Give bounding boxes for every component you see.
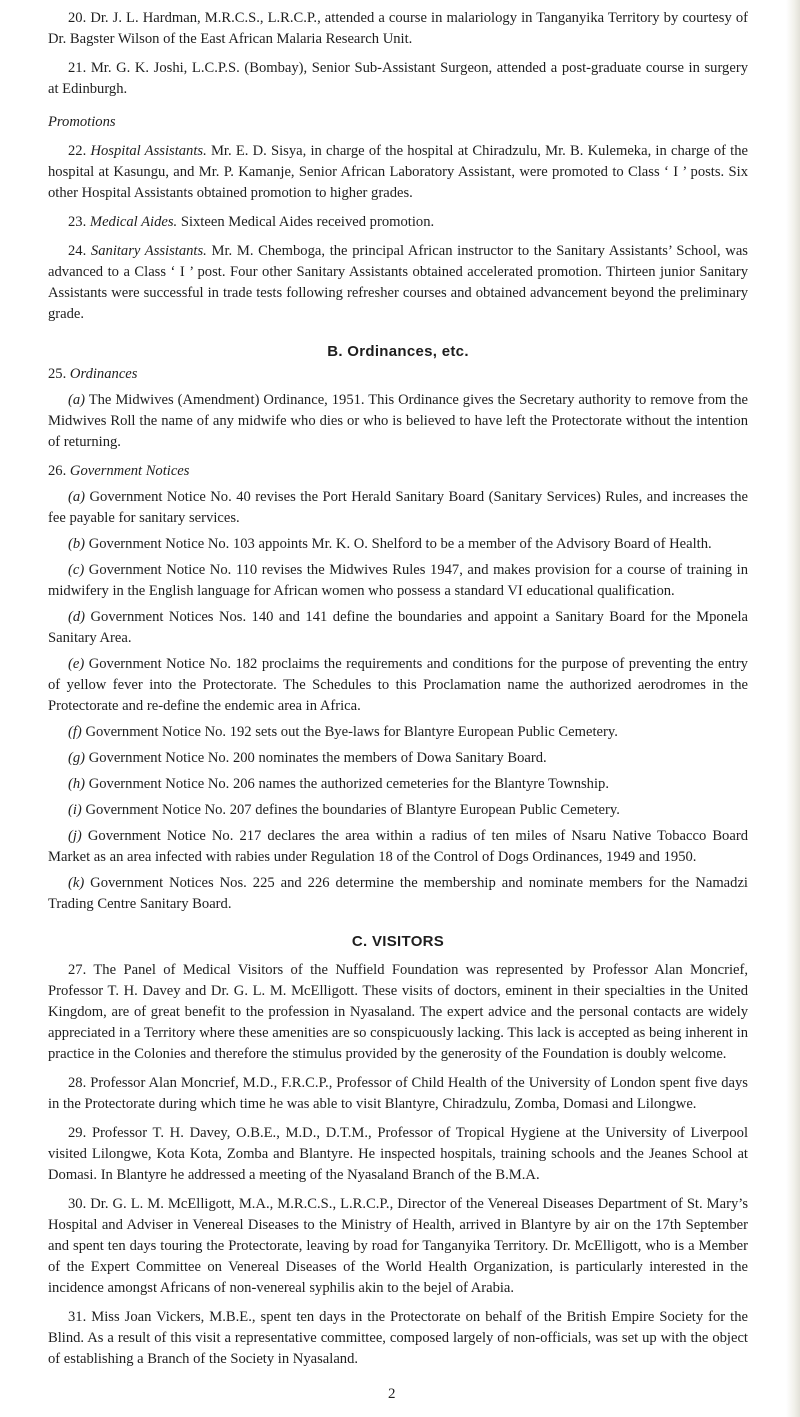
paragraph-28: 28. Professor Alan Moncrief, M.D., F.R.C.P., Professor of Child Health of the University of London spent five days in the Protectorate during which time he was able to visit Blantyre, Chiradzulu, Zomba, Domasi and Lilongwe. [48,1075,748,1112]
notice-text: Government Notice No. 192 sets out the Bye-laws for Blantyre European Public Cemetery. [85,724,618,740]
notice-letter: (e) [68,656,85,672]
notice-text: Government Notices Nos. 225 and 226 determine the membership and nominate members for the Namadzi Trading Centre Sanitary Board. [48,875,748,912]
notice-text: Government Notice No. 103 appoints Mr. K. O. Shelford to be a member of the Advisory Board of Health. [88,536,712,552]
notice-text: Government Notice No. 182 proclaims the requirements and conditions for the purpose of preventing the entry of yellow fever into the Protectorate. The Schedules to this Proclamation name the authorized aerodromes in the Protectorate and re-define the endemic area in Africa. [48,656,748,714]
paragraph-25-number: 25. [48,366,67,382]
paragraph-22-number: 22. [68,143,87,159]
paragraph-20: 20. Dr. J. L. Hardman, M.R.C.S., L.R.C.P., attended a course in malariology in Tanganyika Territory by courtesy of Dr. Bagster Wilson of the East African Malaria Research Unit. [48,10,748,47]
paragraph-24-number: 24. [68,243,87,259]
notice-item [48,774,748,795]
paragraph-26-heading [48,461,748,482]
paragraph-23-text: Sixteen Medical Aides received promotion. [180,214,435,230]
paragraph-27: 27. The Panel of Medical Visitors of the Nuffield Foundation was represented by Professor Alan Moncrief, Professor T. H. Davey and Dr. G. L. M. McElligott. These visits of doctors, eminent in their specialties in the United Kingdom, are of great benefit to the profession in Nyasaland. The expert advice and the personal contacts are widely appreciated in a Territory where these amenities are so conspicuously lacking. This lack is accepted as being inherent in practice in the Colonies and therefore the stimulus provided by the generosity of the Foundation is doubly welcome. [48,962,748,1062]
page-number: 2 [388,1386,396,1402]
notice-letter: (j) [68,828,82,844]
section-b-title: B. Ordinances, etc. [327,343,469,360]
paragraph-21: 21. Mr. G. K. Joshi, L.C.P.S. (Bombay), Senior Sub-Assistant Surgeon, attended a post-graduate course in surgery at Edinburgh. [48,60,748,97]
ordinance-item [48,390,748,453]
paragraph-26-label: Government Notices [69,463,190,479]
notice-item [48,534,748,555]
notice-text: Government Notice No. 217 declares the area within a radius of ten miles of Nsaru Native Tobacco Board Market as an area infected with rabies under Regulation 18 of the Control of Dogs Ordinances, 1949 and 1950. [48,828,748,865]
notice-item [48,487,748,529]
notice-text: Government Notice No. 206 names the authorized cemeteries for the Blantyre Township. [88,776,609,792]
section-c-title: C. VISITORS [351,933,445,950]
paragraph-23-label: Medical Aides. [89,214,178,230]
notice-letter: (k) [68,875,85,891]
paragraph-22 [48,141,748,204]
notice-letter: (a) [68,489,86,505]
notice-letter: (d) [68,609,86,625]
promotions-heading: Promotions [48,114,116,130]
paragraph-29: 29. Professor T. H. Davey, O.B.E., M.D., D.T.M., Professor of Tropical Hygiene at the University of Liverpool visited Lilongwe, Kota Kota, Zomba and Blantyre. He inspected hospitals, training schools and the Jeanes School at Domasi. In Blantyre he addressed a meeting of the Nyasaland Branch of the B.M.A. [48,1125,748,1183]
notice-item [48,607,748,649]
paragraph-22-text: Mr. E. D. Sisya, in charge of the hospital at Chiradzulu, Mr. B. Kulemeka, in charge of the hospital at Kasungu, and Mr. P. Kamanje, Senior African Laboratory Assistant, were promoted to Class ‘ I ’ posts. Six other Hospital Assistants obtained promotion to higher grades. [48,143,749,201]
notice-item [48,873,748,915]
notice-letter: (g) [68,750,86,766]
paragraph-22-label: Hospital Assistants. [90,143,207,159]
notice-letter: (b) [68,536,86,552]
paragraph-24-text: Mr. M. Chemboga, the principal African instructor to the Sanitary Assistants’ School, was advanced to a Class ‘ I ’ post. Four other Sanitary Assistants obtained accelerated promotion. Thirteen junior Sanitary Assistants were successful in trade tests following refresher courses and obtained advancement beyond the preliminary grade. [48,243,748,322]
paragraph-31: 31. Miss Joan Vickers, M.B.E., spent ten days in the Protectorate on behalf of the British Empire Society for the Blind. As a result of this visit a representative committee, composed largely of non-officials, was set up with the object of establishing a Branch of the Society in Nyasaland. [48,1309,748,1367]
ordinance-item-letter: (a) [68,392,86,408]
paragraph-24-label: Sanitary Assistants. [90,243,207,259]
notice-item [48,748,748,769]
government-notices-list [48,487,748,915]
paragraph-23-number: 23. [68,214,87,230]
document-page [48,8,748,1370]
paragraph-23 [48,212,748,233]
paragraph-24 [48,241,748,325]
notice-item [48,826,748,868]
notice-item [48,800,748,821]
paragraph-30: 30. Dr. G. L. M. McElligott, M.A., M.R.C.S., L.R.C.P., Director of the Venereal Diseases Department of St. Mary’s Hospital and Adviser in Venereal Diseases to the Ministry of Health, arrived in Blantyre by air on the 17th September and spent ten days touring the Protectorate, leaving by road for Tanganyika Territory. Dr. McElligott, who is a Member of the Expert Committee on Venereal Diseases of the World Health Organization, is particularly interested in the incidence amongst Africans of non-venereal syphilis akin to the bejel of Arabia. [48,1196,748,1296]
notice-letter: (c) [68,562,85,578]
notice-text: Government Notice No. 207 defines the boundaries of Blantyre European Public Cemetery. [85,802,620,818]
notice-letter: (h) [68,776,86,792]
notice-item [48,560,748,602]
notice-text: Government Notice No. 200 nominates the members of Dowa Sanitary Board. [88,750,547,766]
notice-item [48,722,748,743]
notice-item [48,654,748,717]
notice-text: Government Notices Nos. 140 and 141 define the boundaries and appoint a Sanitary Board for the Mponela Sanitary Area. [48,609,748,646]
notice-letter: (f) [68,724,82,740]
ordinance-item-text: The Midwives (Amendment) Ordinance, 1951. This Ordinance gives the Secretary authority to remove from the Midwives Roll the name of any midwife who dies or who is believed to have left the Protectorate without the intention of returning. [48,392,749,450]
paragraph-25-label: Ordinances [69,366,138,382]
paragraph-26-number: 26. [48,463,67,479]
page-edge-shadow [786,0,800,1417]
notice-text: Government Notice No. 110 revises the Midwives Rules 1947, and makes provision for a course of training in midwifery in the English language for African women who possess a standard VI educational qualification. [48,562,748,599]
notice-letter: (i) [68,802,82,818]
paragraph-25-heading [48,364,748,385]
notice-text: Government Notice No. 40 revises the Port Herald Sanitary Board (Sanitary Services) Rules, and increases the fee payable for sanitary services. [48,489,749,526]
